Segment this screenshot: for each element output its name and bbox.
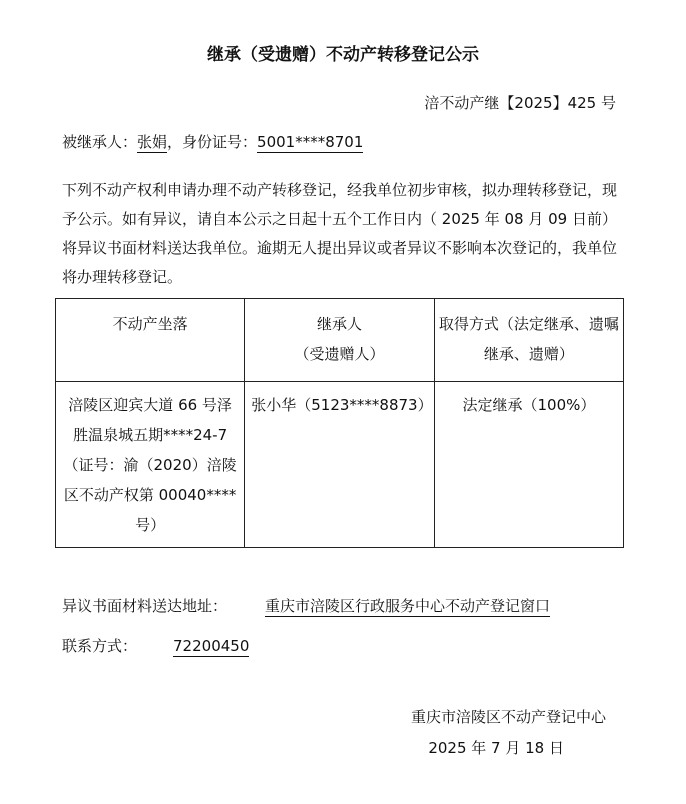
- deceased-label: 被继承人：: [62, 133, 138, 151]
- header-heir-line1: 继承人: [317, 315, 363, 333]
- address-label: 异议书面材料送达地址：: [62, 597, 228, 615]
- issue-date: 2025 年 7 月 18 日: [428, 739, 564, 757]
- address-value: 重庆市涪陵区行政服务中心不动产登记窗口: [265, 597, 551, 615]
- deceased-id: 5001****8701: [257, 133, 364, 151]
- id-label: ，身份证号：: [167, 133, 258, 151]
- notice-paragraph: 下列不动产权利申请办理不动产转移登记，经我单位初步审核，拟办理转移登记，现予公示。如有异议，请自本公示之日起十五个工作日内（ 2025 年 08 月 09 日前）将异议书面材料送达我单位。逾期无人提出异议或者异议不影响本次登记的，我单位将办理转移登记。: [62, 181, 618, 286]
- contact-label: 联系方式：: [62, 637, 138, 655]
- cell-method: 法定继承（100%）: [434, 382, 623, 548]
- cell-location: 涪陵区迎宾大道 66 号泽胜温泉城五期****24-7（证号：渝（2020）涪陵区不动产权第 00040****号）: [56, 382, 245, 548]
- header-method: 取得方式（法定继承、遗嘱继承、遗赠）: [434, 299, 623, 382]
- deceased-name: 张娟: [137, 133, 168, 151]
- table-row: [56, 382, 624, 548]
- issuing-organization: 重庆市涪陵区不动产登记中心: [410, 708, 606, 726]
- notice-title: 继承（受遗赠）不动产转移登记公示: [207, 45, 479, 65]
- cell-heir: 张小华（5123****8873）: [245, 382, 435, 548]
- deceased-info: [62, 133, 363, 153]
- contact-value: 72200450: [173, 637, 250, 655]
- header-location: 不动产坐落: [56, 299, 245, 382]
- header-heir: [245, 299, 435, 382]
- table-header-row: [56, 299, 624, 382]
- document-number: 涪不动产继【2025】425 号: [424, 94, 616, 112]
- objection-address: [62, 597, 550, 617]
- contact-info: [62, 637, 249, 657]
- header-heir-line2: （受遗赠人）: [294, 345, 385, 363]
- property-table: [55, 298, 624, 548]
